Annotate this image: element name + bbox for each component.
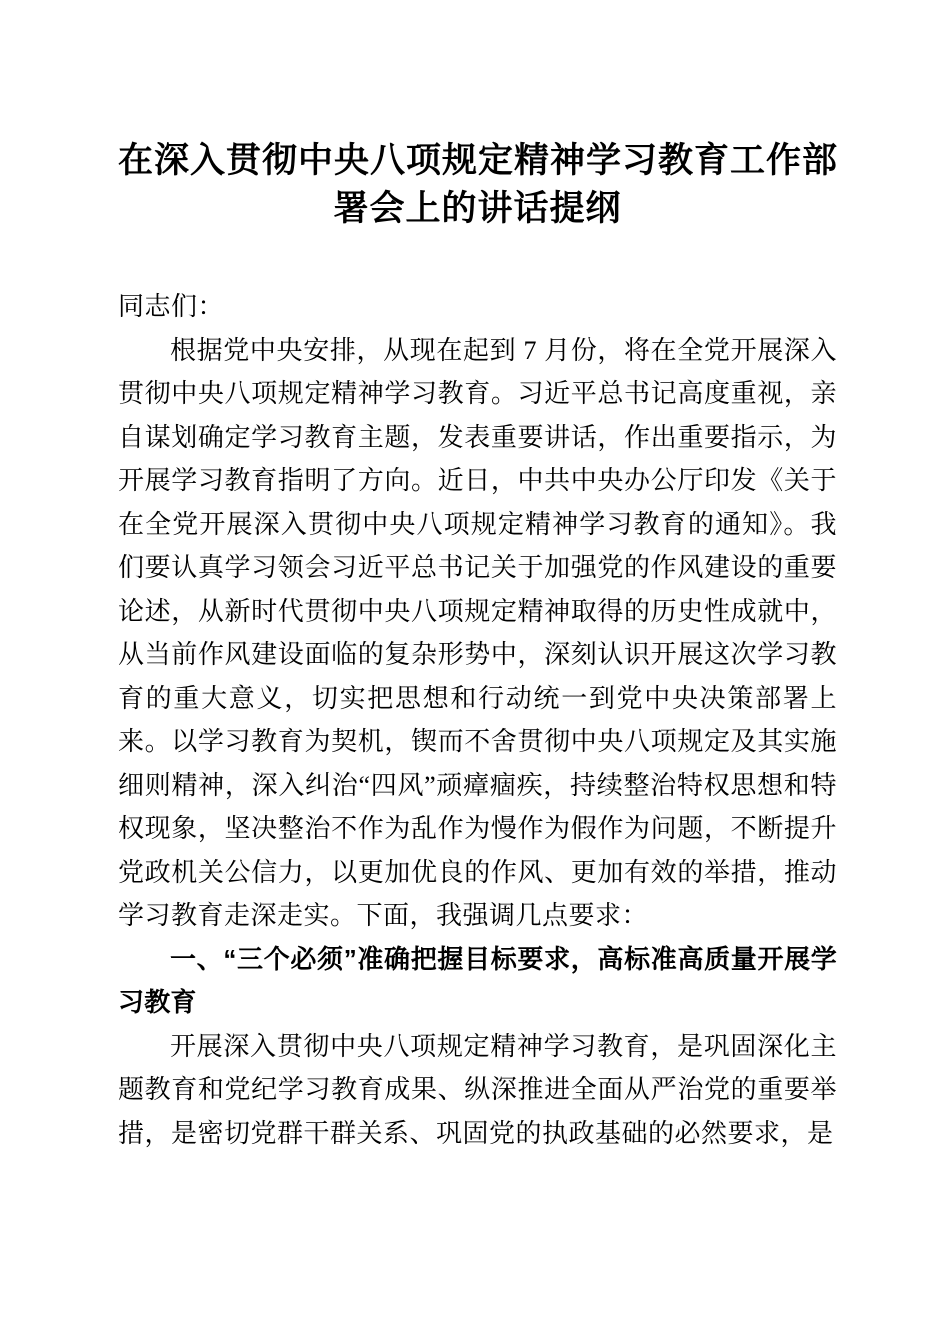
- document-title-line-1: 在深入贯彻中央八项规定精神学习教育工作部: [118, 141, 839, 180]
- section-heading: 一、“三个必须”准确把握目标要求，高标准高质量开展学习教育: [118, 943, 837, 1017]
- document-title: [118, 137, 837, 233]
- document-body: [118, 285, 837, 1155]
- salutation-line: 同志们：: [118, 292, 225, 321]
- document-title-line-2: 署会上的讲话提纲: [333, 189, 622, 228]
- body-paragraph: 根据党中央安排，从现在起到 7 月份，将在全党开展深入贯彻中央八项规定精神学习教育。习近平总书记高度重视，亲自谋划确定学习教育主题，发表重要讲话，作出重要指示，为开展学习教育指明了方向。近日，中共中央办公厅印发《关于在全党开展深入贯彻中央八项规定精神学习教育的通知》。我们要认真学习领会习近平总书记关于加强党的作风建设的重要论述，从新时代贯彻中央八项规定精神取得的历史性成就中，从当前作风建设面临的复杂形势中，深刻认识开展这次学习教育的重大意义，切实把思想和行动统一到党中央决策部署上来。以学习教育为契机，锲而不舍贯彻中央八项规定及其实施细则精神，深入纠治“四风”顽瘴痼疾，持续整治特权思想和特权现象，坚决整治不作为乱作为慢作为假作为问题，不断提升党政机关公信力，以更加优良的作风、更加有效的举措，推动学习教育走深走实。下面，我强调几点要求：: [118, 335, 837, 930]
- body-paragraph: 开展深入贯彻中央八项规定精神学习教育，是巩固深化主题教育和党纪学习教育成果、纵深推进全面从严治党的重要举措，是密切党群干群关系、巩固党的执政基础的必然要求，是: [118, 1031, 837, 1148]
